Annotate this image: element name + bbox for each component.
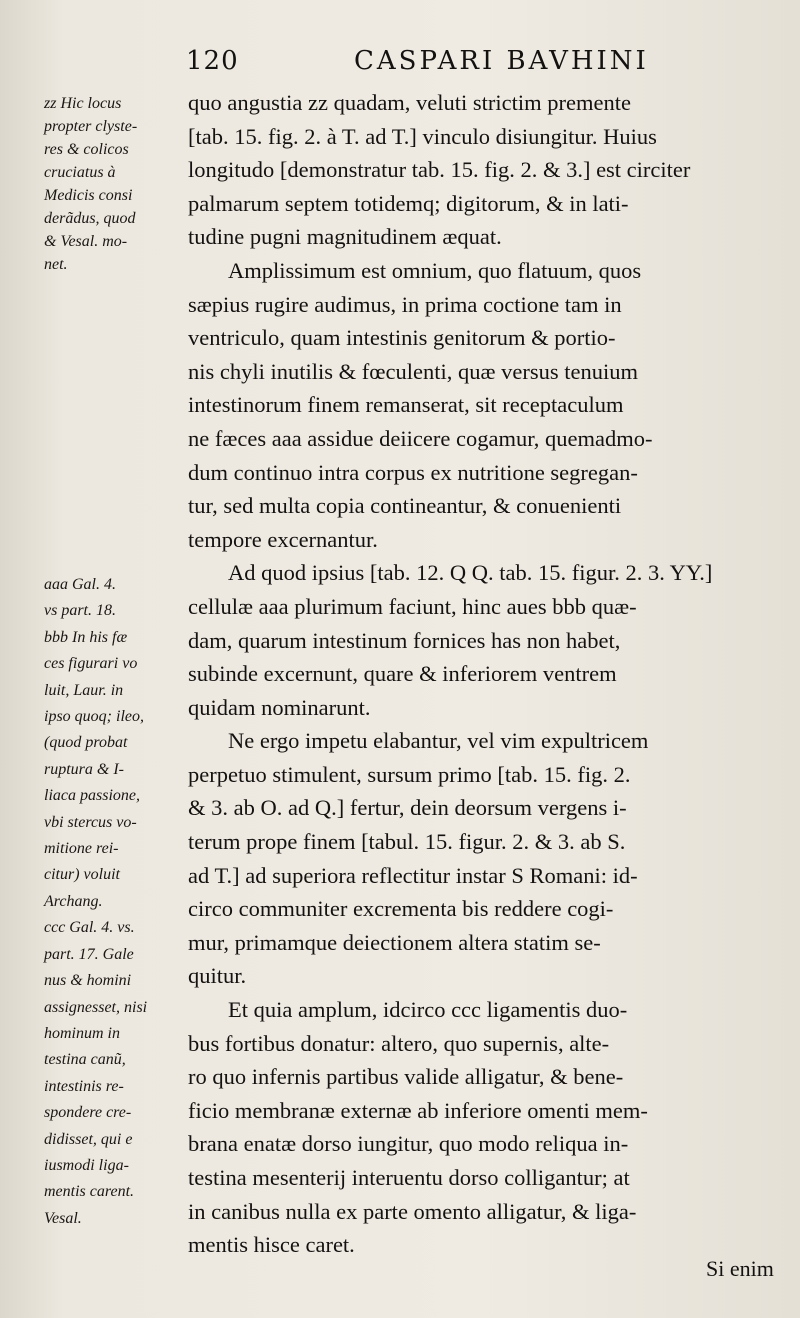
- text-line: subinde excernunt, quare & inferiorem ventrem: [188, 661, 617, 687]
- text-line: brana enatæ dorso iungitur, quo modo reliqua in-: [188, 1131, 629, 1157]
- margin-note-line: luit, Laur. in: [44, 681, 124, 699]
- margin-note-line: vbi stercus vo-: [44, 813, 137, 831]
- text-line: ro quo infernis partibus valide alligatur, & bene-: [188, 1064, 624, 1090]
- text-line: in canibus nulla ex parte omento alligatur, & liga-: [188, 1198, 637, 1224]
- margin-note-line: mitione rei-: [44, 840, 119, 858]
- margin-note-line: vs part. 18.: [44, 602, 116, 620]
- text-line: Et quia amplum, idcirco ccc ligamentis duo-: [228, 997, 628, 1023]
- text-line: mentis hisce caret.: [188, 1232, 355, 1258]
- margin-note-line: liaca passione,: [44, 787, 140, 805]
- margin-note-line: spondere cre-: [44, 1104, 132, 1122]
- margin-note-line: intestinis re-: [44, 1077, 124, 1095]
- paragraph-1: [188, 86, 788, 254]
- margin-note-line: iusmodi liga-: [44, 1156, 129, 1174]
- text-line: palmarum septem totidemq; digitorum, & in lati-: [188, 190, 629, 216]
- page-number: 120: [186, 46, 239, 76]
- text-line: ad T.] ad superiora reflectitur instar S Romani: id-: [188, 862, 638, 888]
- text-line: tempore excernantur.: [188, 526, 378, 552]
- text-line: testina mesenterij interuentu dorso colligantur; at: [188, 1165, 630, 1190]
- text-line: longitudo [demonstratur tab. 15. fig. 2. & 3.] est circiter: [188, 157, 691, 183]
- catchword: Si enim: [706, 1256, 774, 1281]
- text-line: ventriculo, quam intestinis genitorum & portio-: [188, 325, 616, 351]
- text-line: circo communiter excrementa bis reddere cogi-: [188, 896, 614, 922]
- text-line: quo angustia zz quadam, veluti strictim premente: [188, 90, 631, 115]
- margin-note-line: nus & homini: [44, 972, 132, 990]
- text-line: Ne ergo impetu elabantur, vel vim expultricem: [228, 728, 649, 754]
- text-line: dam, quarum intestinum fornices has non habet,: [188, 627, 621, 653]
- margin-note-line: part. 17. Gale: [44, 945, 134, 963]
- margin-note-line: Archang.: [44, 892, 103, 910]
- running-head: CASPARI BAVHINI: [354, 46, 649, 76]
- margin-note-line: aaa Gal. 4.: [44, 576, 116, 593]
- margin-note-line: cruciatus à: [44, 164, 116, 181]
- paragraph-5: [188, 993, 788, 1262]
- margin-note-line: (quod probat: [44, 734, 128, 752]
- text-line: ficio membranæ externæ ab inferiore omenti mem-: [188, 1097, 648, 1123]
- margin-note-line: citur) voluit: [44, 866, 120, 884]
- margin-note-line: assignesset, nisi: [44, 998, 148, 1016]
- text-line: sæpius rugire audimus, in prima coctione tam in: [188, 291, 622, 317]
- text-line: mur, primamque deiectionem altera statim se-: [188, 929, 601, 955]
- text-line: nis chyli inutilis & fœculenti, quæ versus tenuium: [188, 358, 638, 384]
- text-line: [tab. 15. fig. 2. à T. ad T.] vinculo disiungitur. Huius: [188, 123, 657, 149]
- margin-note-line: net.: [44, 256, 68, 273]
- paragraph-4: [188, 724, 788, 993]
- margin-note-line: bbb In his fæ: [44, 628, 128, 646]
- text-line: perpetuo stimulent, sursum primo [tab. 15. fig. 2.: [188, 761, 631, 787]
- main-text: [188, 86, 788, 1262]
- text-line: intestinorum finem remanserat, sit receptaculum: [188, 392, 624, 418]
- margin-note-line: derãdus, quod: [44, 210, 136, 227]
- text-line: terum prope finem [tabul. 15. figur. 2. & 3. ab S.: [188, 829, 626, 855]
- margin-note-line: & Vesal. mo-: [44, 233, 128, 250]
- margin-note-line: testina canũ,: [44, 1051, 126, 1069]
- margin-note-line: zz Hic locus: [44, 95, 122, 112]
- margin-note-line: ruptura & I-: [44, 760, 124, 778]
- text-line: tudine pugni magnitudinem æquat.: [188, 224, 502, 250]
- text-line: Ad quod ipsius [tab. 12. Q Q. tab. 15. figur. 2. 3. YY.]: [228, 560, 713, 586]
- margin-note-line: mentis carent.: [44, 1183, 135, 1201]
- text-line: & 3. ab O. ad Q.] fertur, dein deorsum vergens i-: [188, 795, 627, 821]
- margin-note-line: ipso quoq; ileo,: [44, 708, 144, 726]
- margin-note-line: ces figurari vo: [44, 655, 138, 673]
- text-line: cellulæ aaa plurimum faciunt, hinc aues bbb quæ-: [188, 593, 637, 619]
- margin-note-zz: [44, 92, 184, 276]
- margin-note-line: Vesal.: [44, 1209, 82, 1227]
- text-line: Amplissimum est omnium, quo flatuum, quos: [228, 257, 642, 283]
- margin-note-line: didisset, qui e: [44, 1130, 133, 1148]
- margin-note-line: res & colicos: [44, 141, 129, 158]
- margin-note-aaa-bbb-ccc: [44, 572, 184, 1232]
- text-line: dum continuo intra corpus ex nutritione segregan-: [188, 459, 638, 485]
- paragraph-2: [188, 254, 788, 556]
- margin-note-line: ccc Gal. 4. vs.: [44, 919, 135, 937]
- paragraph-3: [188, 556, 788, 724]
- text-line: bus fortibus donatur: altero, quo supernis, alte-: [188, 1030, 610, 1056]
- text-line: ne fæces aaa assidue deiicere cogamur, quemadmo-: [188, 425, 653, 451]
- margin-note-line: Medicis consi: [44, 187, 133, 204]
- text-line: quidam nominarunt.: [188, 694, 371, 720]
- text-line: quitur.: [188, 963, 247, 989]
- margin-note-line: propter clyste-: [44, 118, 138, 135]
- margin-note-line: hominum in: [44, 1024, 120, 1042]
- text-line: tur, sed multa copia contineantur, & conuenienti: [188, 493, 622, 519]
